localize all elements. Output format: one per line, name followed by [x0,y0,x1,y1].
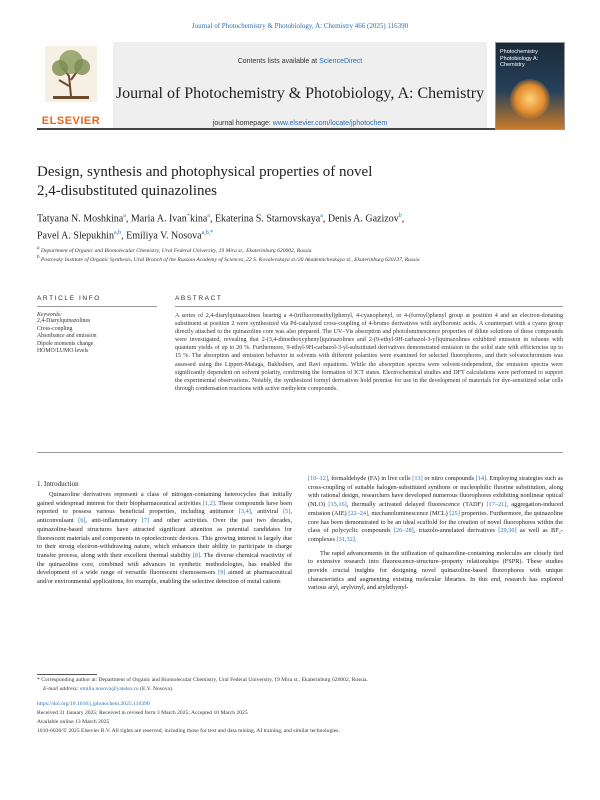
citation-link[interactable]: [17–21] [486,501,507,509]
footnote-rule [37,674,97,675]
affiliation-b-text: Postovsky Institute of Organic Synthesis, Ural Branch of the Russian Academy of Sciences, 22 S. Kovalevskaya st./20 Akademicheskaya st., Ekaterinburg 620137, Russia [40,256,420,263]
article-info-rule [37,306,157,307]
citation-link[interactable]: [8] [192,551,201,559]
citation-link[interactable]: [6] [78,517,86,525]
journal-cover-image[interactable] [495,42,565,130]
citation-link[interactable]: [5] [283,508,291,516]
introduction-right-column [308,475,563,593]
intro-paragraph-2: The rapid advancements in the utilization of quinazoline-containing molecules are closely tied to extensive research into fluorescence-structure–property relationships (FSPR). These studies provide crucial insights for designing novel quinazoline-based fluorophores with unique characteristics and augmenting existing molecular libraries. In this end, research has explored various aryl, arylvinyl, and arylethynyl- [308,549,563,592]
citation-link[interactable]: [26–28] [393,527,414,535]
citation-link[interactable]: [15,16] [328,501,347,509]
keyword-item: HOMO/LUMO levels [37,348,89,354]
keywords-block [37,312,162,356]
affiliation-b [37,254,563,264]
introduction-heading: 1. Introduction [37,480,79,488]
author-line-2: Pavel A. Slepukhin$^{a,b}$, Emiliya V. Nosova$^{a,b,*}$ [37,230,214,242]
author-name[interactable]: Pavel A. Slepukhin [37,230,114,242]
abstract-rule [175,306,563,307]
intro-paragraph-1: Quinazoline derivatives represent a class of nitrogen-containing heterocycles that initially gained widespread interest for their biopharmaceutical activities [1,2]. These compounds have been reported to possess various beneficial properties, including antitumor [3,4], antiviral [5], anticonvulsant [6], anti-inflammatory [7] and other activities. Over the past two decades, quinazoline-based structures have attracted significant attention as potential candidates for fluorescent materials and components in optoelectronic devices. This growing interest is largely due to their strong electron-withdrawing nature, which enhances their ability to participate in charge transfer process, along with their excellent thermal stability [8]. The diverse chemical reactivity of the quinazoline core, combined with advances in synthetic methodologies, has enabled the development of a wide range of versatile fluorescent chemosensors [9] aimed at pharmaceutical and/or environmental applications, for example, enabling the selective detection of metal cations [37,491,292,586]
author-affiliation-marker[interactable]: a [207,213,210,219]
cover-title: Photochemistry Photobiology A: Chemistry [500,49,539,68]
masthead [37,38,563,130]
author-line-1: Tatyana N. Moshkina$^a$, Maria A. Ivan`kina$^a$, Ekaterina S. Starnovskaya$^a$, Denis A. Gazizov$^b$, [37,213,405,225]
author-affiliation-marker[interactable]: a [320,213,323,219]
email-note [37,686,569,694]
copyright-line: 1010-6030/© 2025 Elsevier B.V. All rights are reserved, including those for text and data mining, AI training, and similar technologies. [37,728,340,734]
citation-link[interactable]: [25] [449,509,460,517]
received-dates: Received 31 January 2025; Received in revised form 3 March 2025; Accepted 10 March 2025 [37,710,248,716]
sciencedirect-link[interactable]: ScienceDirect [319,58,363,65]
author-affiliation-marker[interactable]: b [398,213,402,219]
author-name[interactable]: Maria A. Ivan`kina [130,213,208,225]
doi-link[interactable]: https://doi.org/10.1016/j.jphotochem.2025.116390 [37,701,150,707]
keyword-item: Cross-coupling [37,325,73,332]
abstract-text: A series of 2,4-diarylquinazolines bearing a 4-(trifluoromethyl)phenyl, 4-cyanophenyl, or 4-(formyl)phenyl group at position 4 and an electron-donating substituent at position 2 were synthesized via Pd-catalyzed cross-coupling of 4-bromo derivatives with arylboronic acids. A counterpart with a cyano group directly attached to the quinazoline core was also prepared. The UV–Vis absorption and photoluminescence properties of dilute solutions of these compounds were investigated, revealing that 2-(3,4-dimethoxyphenyl)quinazolines and 2-(9-ethyl-9H-carbazol-3-yl)quinazolines exhibited emission in toluene with quantum yields of up to 20 %. Furthermore, 9-ethyl-9H-carbazol-3-yl-substituted derivatives demonstrated emission in the solid state with efficiencies up to 15 %. The absorption and emission behavior in solvents with different polarities were examined for selected fluorophores, and their solvatochromism was assessed using the Lippert-Mataga, Bakhshiev, and Ravi equations. While the absorption spectra were solvent-independent, the emission spectra were significantly dependent on solvent polarity, confirming the formation of ICT states. Electrochemical studies and DFT calculations were performed to support the experimental observations. Notably, the synthesized formyl derivatives hold promise for use in the development of materials for dye-sensitized solar cells through condensation reactions with active methylene compounds. [175,313,563,392]
affiliation-a-marker: a [37,246,40,251]
keywords-label: Keywords: [37,312,62,318]
citation-link[interactable]: [3,4] [238,508,251,516]
author-affiliation-marker[interactable]: a [123,213,126,219]
keyword-item: Absorbance and emission [37,333,97,339]
citation-link[interactable]: [1,2] [202,499,215,507]
author-affiliation-marker[interactable]: a,b,* [201,230,214,237]
keyword-item: Dipole moments change [37,340,94,347]
author-list [37,209,563,244]
author-name[interactable]: Tatyana N. Moshkina [37,213,124,225]
email-link[interactable]: emilia.nosova@yandex.ru [80,686,139,692]
running-head[interactable]: Journal of Photochemistry & Photobiology, A: Chemistry 466 (2025) 116390 [191,22,409,30]
available-online-date: Available online 13 March 2025 [37,719,110,725]
contents-prefix: Contents lists available at [237,58,320,65]
corresponding-author-note: * Corresponding author at: Department of Organic and Biomolecular Chemistry, Ural Federal University, 19 Mira st., Ekaterinburg 620002, Russia. [37,677,368,683]
author-affiliation-marker[interactable]: a,b [113,230,122,237]
elsevier-tree-icon [45,46,97,102]
contents-line [113,58,487,65]
journal-title[interactable]: Journal of Photochemistry & Photobiology, A: Chemistry [115,85,485,102]
citation-link[interactable]: [10–12] [308,475,328,482]
abstract-heading: ABSTRACT [175,295,223,302]
citation-link[interactable]: [22–24] [348,509,369,517]
email-label: E-mail address: [43,686,81,692]
elsevier-logo[interactable] [37,42,105,128]
publisher-name: ELSEVIER [41,115,101,127]
author-name[interactable]: Ekaterina S. Starnovskaya [214,213,321,225]
keyword-item: 2,4-Diarylquinazolines [37,318,91,324]
abstract-bottom-rule [37,452,563,453]
citation-link[interactable]: [31,32] [336,535,355,543]
citation-link[interactable]: [14] [475,475,487,482]
introduction-left-column [37,491,292,587]
homepage-link[interactable]: www.elsevier.com/locate/jphotochem [272,120,388,127]
citation-link[interactable]: [29,30] [498,527,517,535]
email-suffix: (E.V. Nosova). [138,686,174,692]
article-title-line1: Design, synthesis and photophysical properties of novel [37,164,373,180]
cover-graphic [510,79,550,119]
affiliation-b-marker: b [37,255,40,260]
citation-link[interactable]: [7] [141,517,150,525]
citation-link[interactable]: [9] [218,569,226,577]
article-title [37,163,563,201]
author-name[interactable]: Denis A. Gazizov [327,213,399,225]
affiliation-a-text: Department of Organic and Biomolecular Chemistry, Ural Federal University, 19 Mira st., Ekaterinburg 620002, Russia [40,247,312,254]
article-info-heading: ARTICLE INFO [37,295,101,302]
citation-link[interactable]: [13] [412,475,423,482]
homepage-prefix: journal homepage: [212,120,273,127]
author-name[interactable]: Emiliya V. Nosova [126,230,202,242]
intro-paragraph-1-continued: [10–12], formaldehyde (FA) in live cells [13] or nitro compounds [14]. Employing strategies such as cross-coupling of suitable halogen-substituted synthons or nucleophilic fluorine substitution, along with rational design, researchers have developed numerous fluorophores exhibiting nonlinear optical (NLO) [15,16], thermally activated delayed fluorescence (TADF) [17–21], aggregation-induced emission (AIE) [22–24], mechanoluminescence (MCL) [25] properties. Furthermore, the quinazoline core has been demonstrated to be an ideal scaffold for the creation of novel fluorophores within the class of polycyclic compounds [26–28], triazolo-annelated derivatives [29,30] as well as BF₂-complexes [31,32]. [308,475,564,543]
homepage-line [113,120,487,127]
journal-header-box [113,42,487,128]
article-title-line2: 2,4-disubstituted quinazolines [37,183,217,199]
